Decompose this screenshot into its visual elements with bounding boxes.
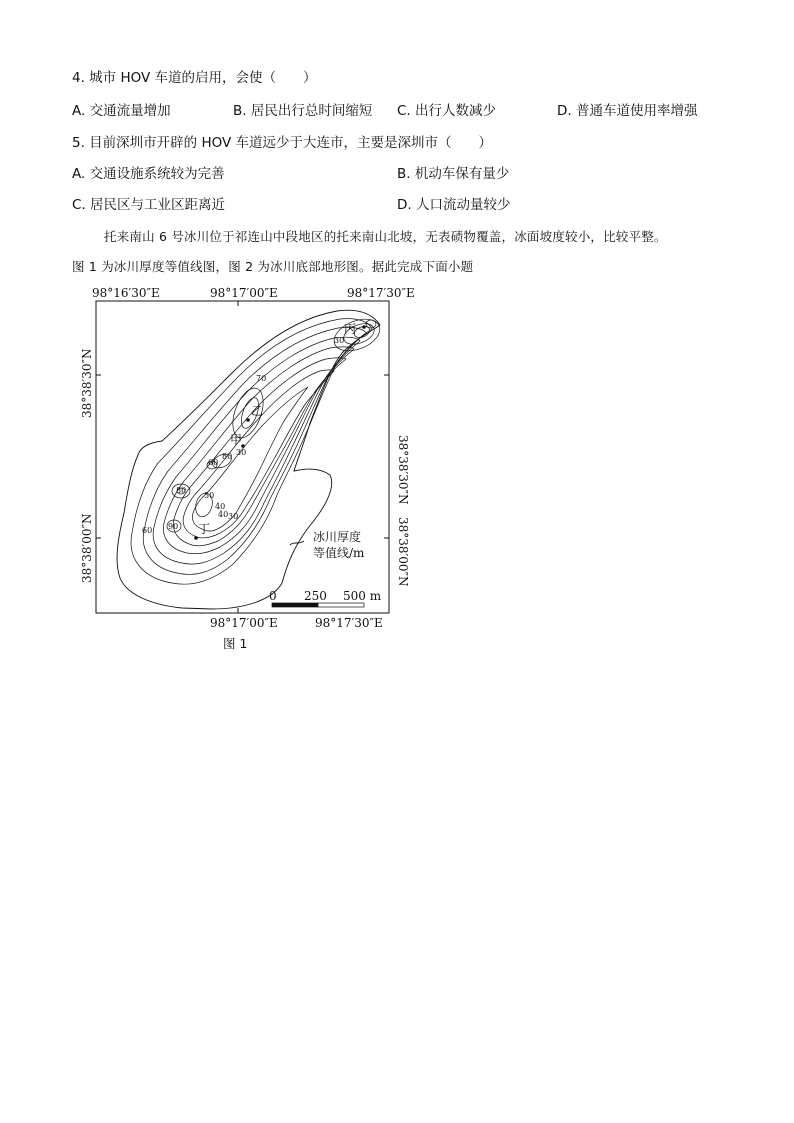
q4-option-c[interactable]: C. 出行人数减少: [397, 103, 497, 119]
q5-option-b[interactable]: B. 机动车保有量少: [397, 166, 510, 182]
legend-text-2: 等值线/m: [313, 546, 365, 560]
scale-bar: [272, 603, 364, 607]
contour-label: 30: [228, 512, 239, 521]
svg-text:甲: 甲: [230, 433, 243, 447]
scale-end: 500 m: [343, 589, 382, 603]
contour-label: 80: [176, 486, 187, 495]
svg-text:丁: 丁: [198, 522, 211, 536]
figure-caption: 图 1: [223, 636, 248, 651]
contour-label: 60: [142, 526, 153, 535]
contour-label: 40: [218, 510, 229, 519]
contour-label: 50: [204, 491, 215, 500]
right-lat-label: 38°38′30″N: [396, 435, 410, 505]
top-lon-label: 98°17′30″E: [347, 286, 415, 300]
legend-text-1: 冰川厚度: [313, 530, 362, 544]
left-lat-label: 38°38′30″N: [80, 348, 94, 418]
q5-option-a[interactable]: A. 交通设施系统较为完善: [72, 166, 225, 182]
top-lon-label: 98°16′30″E: [92, 286, 160, 300]
contour-label: 60: [208, 458, 219, 467]
right-lat-label: 38°38′00″N: [396, 517, 410, 587]
left-lat-label: 38°38′00″N: [80, 513, 94, 583]
q4-option-a[interactable]: A. 交通流量增加: [72, 103, 171, 119]
contour-label: 40: [215, 502, 226, 511]
bottom-lon-label: 98°17′00″E: [210, 616, 278, 630]
q4-option-d[interactable]: D. 普通车道使用率增强: [557, 103, 698, 119]
intro-line-2: 图 1 为冰川厚度等值线图，图 2 为冰川底部地形图。据此完成下面小题: [72, 259, 474, 274]
glacier-thickness-map: [72, 283, 415, 633]
q4-stem: 4. 城市 HOV 车道的启用，会使（ ）: [72, 70, 317, 86]
bottom-lon-label: 98°17′30″E: [315, 616, 383, 630]
q4-option-b[interactable]: B. 居民出行总时间缩短: [233, 103, 373, 119]
intro-line-1: 托来南山 6 号冰川位于祁连山中段地区的托来南山北坡，无表碛物覆盖，冰面坡度较小，比较平整。: [104, 229, 667, 244]
graticule-ticks: [96, 301, 389, 613]
contour-label: 90: [168, 522, 179, 531]
q5-stem: 5. 目前深圳市开辟的 HOV 车道远少于大连市，主要是深圳市（ ）: [72, 135, 493, 151]
svg-text:乙: 乙: [251, 404, 264, 418]
contour-label: 70: [256, 374, 267, 383]
map-frame: [96, 301, 389, 613]
q5-option-c[interactable]: C. 居民区与工业区距离近: [72, 197, 226, 213]
q5-option-d[interactable]: D. 人口流动量较少: [397, 197, 511, 213]
scale-zero: 0: [269, 589, 277, 603]
contour-label: 30: [334, 336, 345, 345]
scale-mid: 250: [304, 589, 327, 603]
contour-label: 80: [222, 452, 233, 461]
svg-text:丙: 丙: [344, 322, 357, 336]
contour-label: 30: [236, 448, 247, 457]
top-lon-label: 98°17′00″E: [210, 286, 278, 300]
point-jia: [230, 433, 245, 448]
